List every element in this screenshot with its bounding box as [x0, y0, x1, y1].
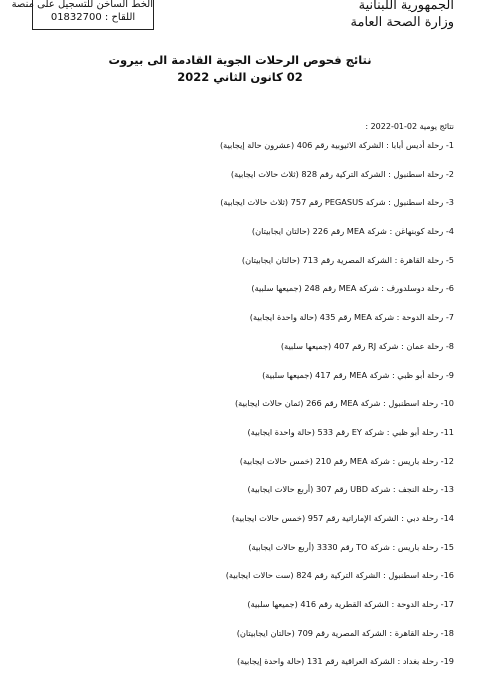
report-date: نتائج يومية 02-01-2022 :	[365, 122, 454, 131]
list-item: 15- رحلة باريس : شركة TO رقم 3330 (أربع حالات ايجابية)	[248, 541, 454, 552]
list-item: 3- رحلة اسطنبول : شركة PEGASUS رقم 757 (ثلاث حالات ايجابية)	[220, 197, 454, 208]
list-item: 4- رحلة كوبنهاغن : شركة MEA رقم 226 (حالتان ايجابيتان)	[251, 226, 454, 237]
document-title	[0, 52, 480, 86]
ministry-name: وزارة الصحة العامة	[350, 15, 454, 30]
list-item: 1- رحلة أديس أبابا : الشركة الاثيوبية رقم 406 (عشرون حالة إيجابية)	[219, 140, 454, 150]
list-item: 19- رحلة بغداد : الشركة العراقية رقم 131 (حالة واحدة إيجابية)	[236, 656, 454, 667]
ministry-header	[351, 0, 454, 31]
list-item: 17- رحلة الدوحة : الشركة القطرية رقم 416 (جميعها سلبية)	[247, 599, 454, 609]
list-item: 11- رحلة أبو ظبي : شركة EY رقم 533 (حالة واحدة ايجابية)	[247, 426, 454, 437]
list-item: 13- رحلة النجف : شركة UBD رقم 307 (أربع حالات ايجابية)	[247, 484, 454, 495]
list-item: 9- رحلة أبو ظبي : شركة MEA رقم 417 (جميعها سلبية)	[262, 369, 454, 380]
list-item: 10- رحلة اسطنبول : شركة MEA رقم 266 (ثمان حالات ايجابية)	[234, 398, 454, 409]
list-item: 14- رحلة دبي : الشركة الإماراتية رقم 957 (خمس حالات ايجابية)	[231, 512, 454, 523]
list-item: 18- رحلة القاهرة : الشركة المصرية رقم 709 (حالتان ايجابيتان)	[236, 627, 454, 638]
list-item: 7- رحلة الدوحة : شركة MEA رقم 435 (حالة واحدة ايجابية)	[249, 312, 454, 323]
list-item: 6- رحلة دوسلدورف : شركة MEA رقم 248 (جميعها سلبية)	[251, 283, 454, 294]
list-item: 16- رحلة اسطنبول : الشركة التركية رقم 824 (ست حالات ايجابية)	[225, 570, 454, 581]
list-item: 8- رحلة عمان : شركة RJ رقم 407 (جميعها سلبية)	[280, 340, 454, 351]
list-item: 12- رحلة باريس : شركة MEA رقم 210 (خمس حالات ايجابية)	[239, 455, 454, 466]
hotline-line-2: اللقاح : 01832700	[50, 12, 136, 23]
list-item: 2- رحلة اسطنبول : الشركة التركية رقم 828 (ثلاث حالات ايجابية)	[230, 168, 454, 179]
republic-name: الجمهورية اللبنانية	[358, 0, 454, 13]
flight-results-list	[14, 140, 454, 685]
title-line-2: 02 كانون الثاني 2022	[177, 70, 303, 84]
title-line-1: نتائج فحوص الرحلات الجوية القادمة الى بيروت	[108, 53, 372, 67]
hotline-box	[11, 0, 154, 30]
hotline-line-1: الخط الساخن للتسجيل على منصة	[11, 0, 153, 10]
list-item: 5- رحلة القاهرة : الشركة المصرية رقم 713 (حالتان ايجابيتان)	[241, 254, 454, 265]
